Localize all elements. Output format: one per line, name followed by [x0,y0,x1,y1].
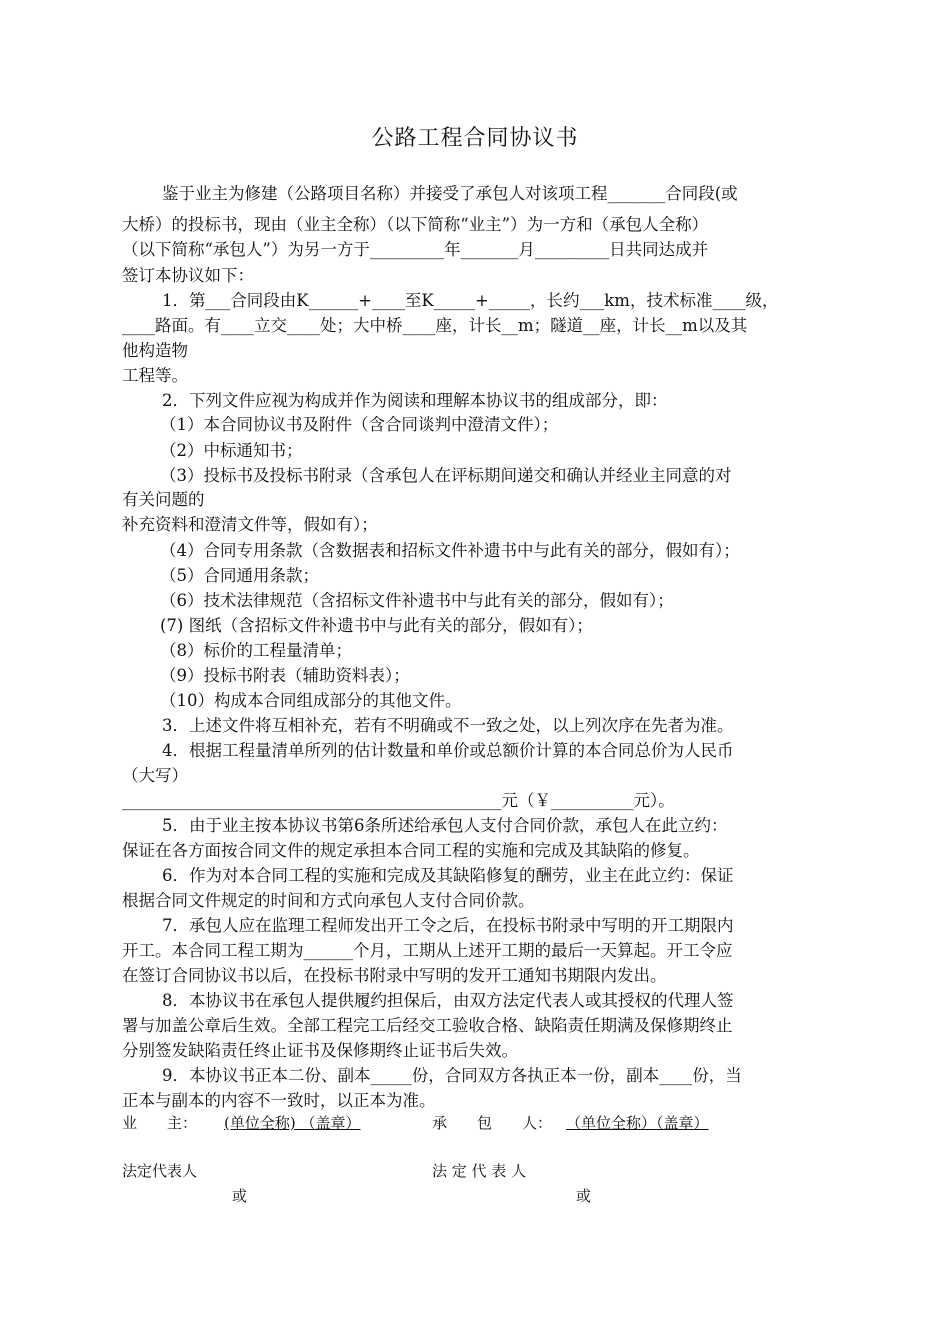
paragraph-line: ____路面。有____立交____处；大中桥____座，计长__m；隧道__座，计长__m以及其 [122,316,748,335]
owner-or: 或 [232,1187,248,1205]
paragraph-line: 1．第___合同段由K______+____至K_____+_____，长约___km，技术标准____级， [162,291,779,310]
paragraph-line: 7．承包人应在监理工程师发出开工令之后，在投标书附录中写明的开工期限内 [162,916,734,935]
list-item: （1）本合同协议书及附件（含合同谈判中澄清文件）； [160,415,559,434]
owner-seal-field: (单位全称) （盖章） [224,1114,361,1132]
list-item: （6）技术法律规范（含招标文件补遗书中与此有关的部分，假如有）； [160,591,674,610]
contractor-label: 承 包 人： [432,1114,553,1132]
list-item: （10）构成本合同组成部分的其他文件。 [160,691,462,710]
contractor-or: 或 [576,1187,592,1205]
paragraph-line: 署与加盖公章后生效。全部工程完工后经交工验收合格、缺陷责任期满及保修期终止 [122,1016,733,1035]
list-item: （5）合同通用条款； [160,566,319,585]
list-item: （9）投标书附表（辅助资料表）； [160,666,410,685]
paragraph-line: 2．下列文件应视为构成并作为阅读和理解本协议书的组成部分，即： [162,391,668,410]
paragraph-line: 正本与副本的内容不一致时，以正本为准。 [122,1091,436,1110]
paragraph-line: 鉴于业主为修建（公路项目名称）并接受了承包人对该项工程_______合同段(或 [162,184,738,203]
paragraph-line: 他构造物 [122,341,188,360]
paragraph-line: ______________________________________________元（￥__________元）。 [122,791,675,810]
paragraph-line: 在签订合同协议书以后，在投标书附录中写明的发开工通知书期限内发出。 [122,966,667,985]
owner-label: 业 主： [122,1114,198,1132]
list-item: （8）标价的工程量清单； [160,641,352,660]
paragraph-line: 9．本协议书正本二份、副本_____份，合同双方各执正本一份，副本____份，当 [162,1066,742,1085]
paragraph-line: 6．作为对本合同工程的实施和完成及其缺陷修复的酬劳，业主在此立约：保证 [162,866,734,885]
paragraph-line: 4．根据工程量清单所列的估计数量和单价或总额价计算的本合同总价为人民币 [162,741,734,760]
paragraph-line: （以下简称“承包人”）为另一方于_________年_______月_________日共同达成并 [122,240,709,259]
list-item: (7) 图纸（含招标文件补遗书中与此有关的部分，假如有）； [160,616,593,635]
contractor-seal-field: （单位全称）（盖章） [566,1114,709,1132]
list-item: 补充资料和澄清文件等，假如有）； [122,515,378,534]
paragraph-line: 工程等。 [122,366,188,385]
contractor-legal-representative: 法 定 代 表 人 [432,1162,527,1180]
list-item: （4）合同专用条款（含数据表和招标文件补遗书中与此有关的部分，假如有）； [160,541,740,560]
list-item: （3）投标书及投标书附录（含承包人在评标期间递交和确认并经业主同意的对 [160,466,732,485]
paragraph-line: 开工。本合同工程工期为______个月，工期从上述开工期的最后一天算起。开工令应 [122,941,733,960]
paragraph-line: （大写） [122,766,188,785]
owner-legal-representative: 法定代表人 [122,1162,198,1180]
list-item: 有关问题的 [122,490,205,509]
paragraph-line: 8．本协议书在承包人提供履约担保后，由双方法定代表人或其授权的代理人签 [162,991,734,1010]
paragraph-line: 5．由于业主按本协议书第6条所述给承包人支付合同价款，承包人在此立约： [162,816,728,835]
paragraph-line: 大桥）的投标书，现由（业主全称）（以下简称“业主”）为一方和（承包人全称） [122,215,709,234]
paragraph-line: 3．上述文件将互相补充，若有不明确或不一致之处，以上列次序在先者为准。 [162,716,734,735]
paragraph-line: 签订本协议如下： [122,266,254,285]
list-item: （2）中标通知书； [160,441,303,460]
paragraph-line: 保证在各方面按合同文件的规定承担本合同工程的实施和完成及其缺陷的修复。 [122,841,700,860]
paragraph-line: 根据合同文件规定的时间和方式向承包人支付合同价款。 [122,891,535,910]
document-title: 公路工程合同协议书 [371,126,579,151]
paragraph-line: 分别签发缺陷责任终止证书及保修期终止证书后失效。 [122,1041,518,1060]
